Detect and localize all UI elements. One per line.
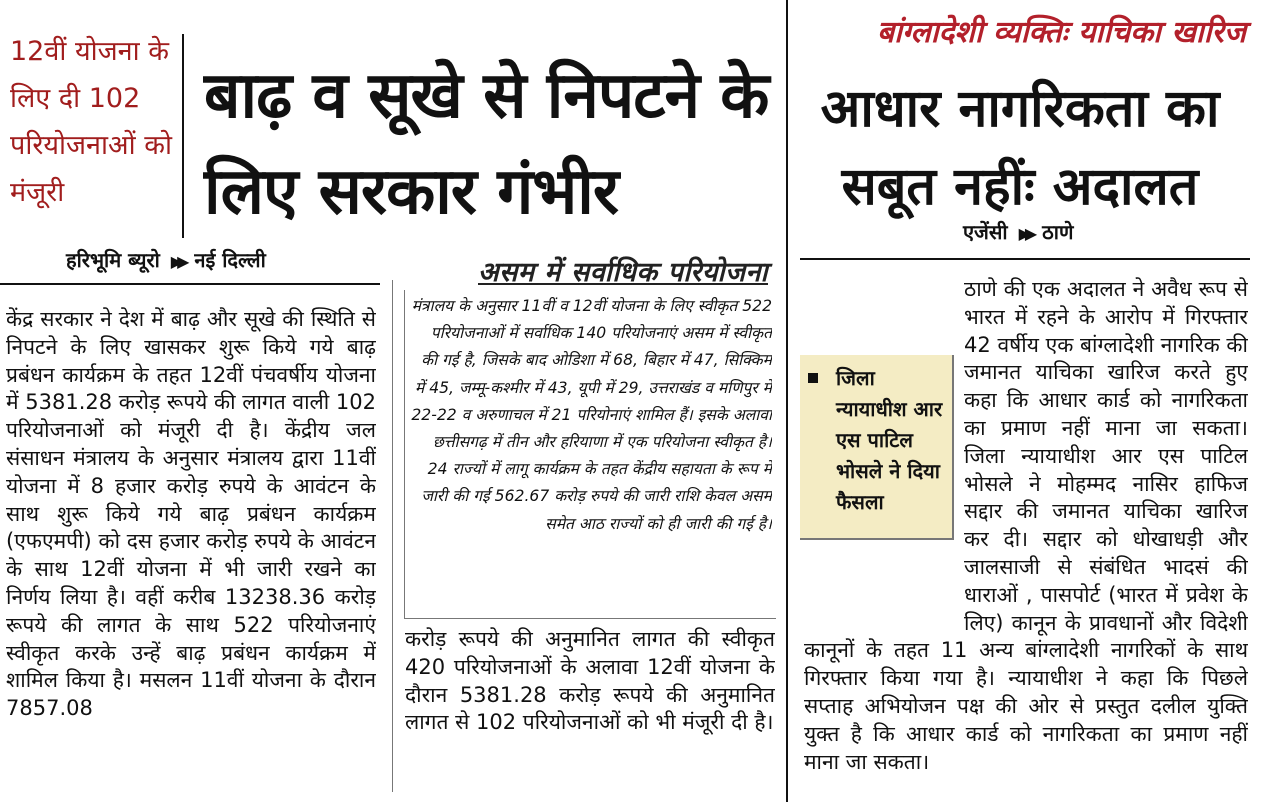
story-divider <box>786 0 788 802</box>
byline-arrow-icon: ▶▶ <box>170 252 184 271</box>
square-bullet-icon <box>808 373 818 383</box>
right-byline-rule <box>800 258 1250 260</box>
right-kicker: बांग्लादेशी व्यक्तिः याचिका खारिज <box>877 15 1246 50</box>
left-byline-rule <box>0 283 380 285</box>
left-body-text: केंद्र सरकार ने देश में बाढ़ और सूखे की स्थिति से निपटने के लिए खासकर शुरू किये गये बाढ़ प्रबंधन कार्यक्रम के तहत 12वीं पंचवर्षीय योजना में 5381.28 करोड़ रूपये की लागत वाली 102 परियोजनाओं को मंजूरी दी है। केंद्रीय जल संसाधन मंत्रालय के अनुसार मंत्रालय द्वारा 11वीं योजना में 8 हजार करोड़ रुपये के आवंटन के साथ शुरू किये गये बाढ़ प्रबंधन कार्यक्रम (एफएमपी) को दस हजार करोड़ रुपये के आवंटन के साथ 12वीं योजना में भी जारी रखने का निर्णय लिया है। वहीं करीब 13238.36 करोड़ रूपये की लागत के साथ 522 परियोजनाएं स्वीकृत करके उन्हें बाढ़ प्रबंधन कार्यक्रम में शामिल किया है। मसलन 11वीं योजना के दौरान 7857.08 <box>6 307 376 721</box>
left-headline: बाढ़ व सूखे से निपटने के लिए सरकार गंभीर <box>204 59 769 229</box>
byline-place: ठाणे <box>1042 220 1074 244</box>
left-kicker: 12वीं योजना के लिए दी 102 परियोजनाओं को मंजूरी <box>10 36 172 208</box>
left-column-divider <box>392 280 393 792</box>
sidebar-title: असम में सर्वाधिक परियोजना <box>478 257 768 288</box>
kicker-divider <box>182 34 184 238</box>
pullquote-box <box>800 355 954 540</box>
right-headline: आधार नागरिकता का सबूत नहींः अदालत <box>820 79 1220 217</box>
right-body-copy: ठाणे की एक अदालत ने अवैध रूप से भारत में रहने के आरोप में गिरफ्तार 42 वर्षीय एक बांग्लादेशी नागरिक की जमानत याचिका खारिज करते हुए कहा कि आधार कार्ड को नागरिकता का प्रमाण नहीं माना जा सकता। जिला न्यायाधीश आर एस पाटिल भोसले ने मोहम्मद नासिर हाफिज सद्दार की जमानत याचिका खारिज कर दी। सद्दार को धोखाधड़ी और जालसाजी से संबंधित भादसं की धाराओं , पासपोर्ट (भारत में प्रवेश के लिए) कानून के प्रावधानों और विदेशी कानूनों के तहत 11 अन्य बांग्लादेशी नागरिकों के साथ गिरफ्तार किया गया है। न्यायाधीश ने कहा कि पिछले सप्ताह अभियोजन पक्ष की ओर से प्रस्तुत दलील युक्ति युक्त है कि आधार कार्ड को नागरिकता का प्रमाण नहीं माना जा सकता। <box>804 277 1248 774</box>
byline-place: नई दिल्ली <box>194 248 266 272</box>
mid-body-text: करोड़ रूपये की अनुमानित लागत की स्वीकृत 420 परियोजनाओं के अलावा 12वीं योजना के दौरान 5381.28 करोड़ रूपये की अनुमानित लागत से 102 परियोजनाओं को भी मंजूरी दी है। <box>405 627 775 735</box>
byline-source: हरिभूमि ब्यूरो <box>66 248 160 272</box>
right-byline <box>963 218 1073 245</box>
sidebar-body: मंत्रालय के अनुसार 11वीं व 12वीं योजना के लिए स्वीकृत 522 परियोजनाओं में सर्वाधिक 140 परियोजनाएं असम में स्वीकृत की गई है, जिसके बाद ओडिशा में 68, बिहार में 47, सिक्किम में 45, जम्मू-कश्मीर में 43, यूपी में 29, उत्तराखंड व मणिपुर में 22-22 व अरुणाचल में 21 परियोनाएं शामिल हैं। इसके अलावा छत्तीसगढ़ में तीन और हरियाणा में एक परियोजना स्वीकृत है। 24 राज्यों में लागू कार्यक्रम के तहत केंद्रीय सहायता के रूप में जारी की गई 562.67 करोड़ रुपये की जारी राशि केवल असम समेत आठ राज्यों को ही जारी की गई है। <box>411 297 772 533</box>
byline-arrow-icon: ▶▶ <box>1018 224 1032 243</box>
sidebar-bottom-border <box>404 618 776 619</box>
left-byline <box>66 246 266 273</box>
sidebar-left-border <box>404 290 405 618</box>
pullquote-text: जिला न्यायाधीश आर एस पाटिल भोसले ने दिया फैसला <box>836 366 943 514</box>
byline-source: एजेंसी <box>963 220 1008 244</box>
